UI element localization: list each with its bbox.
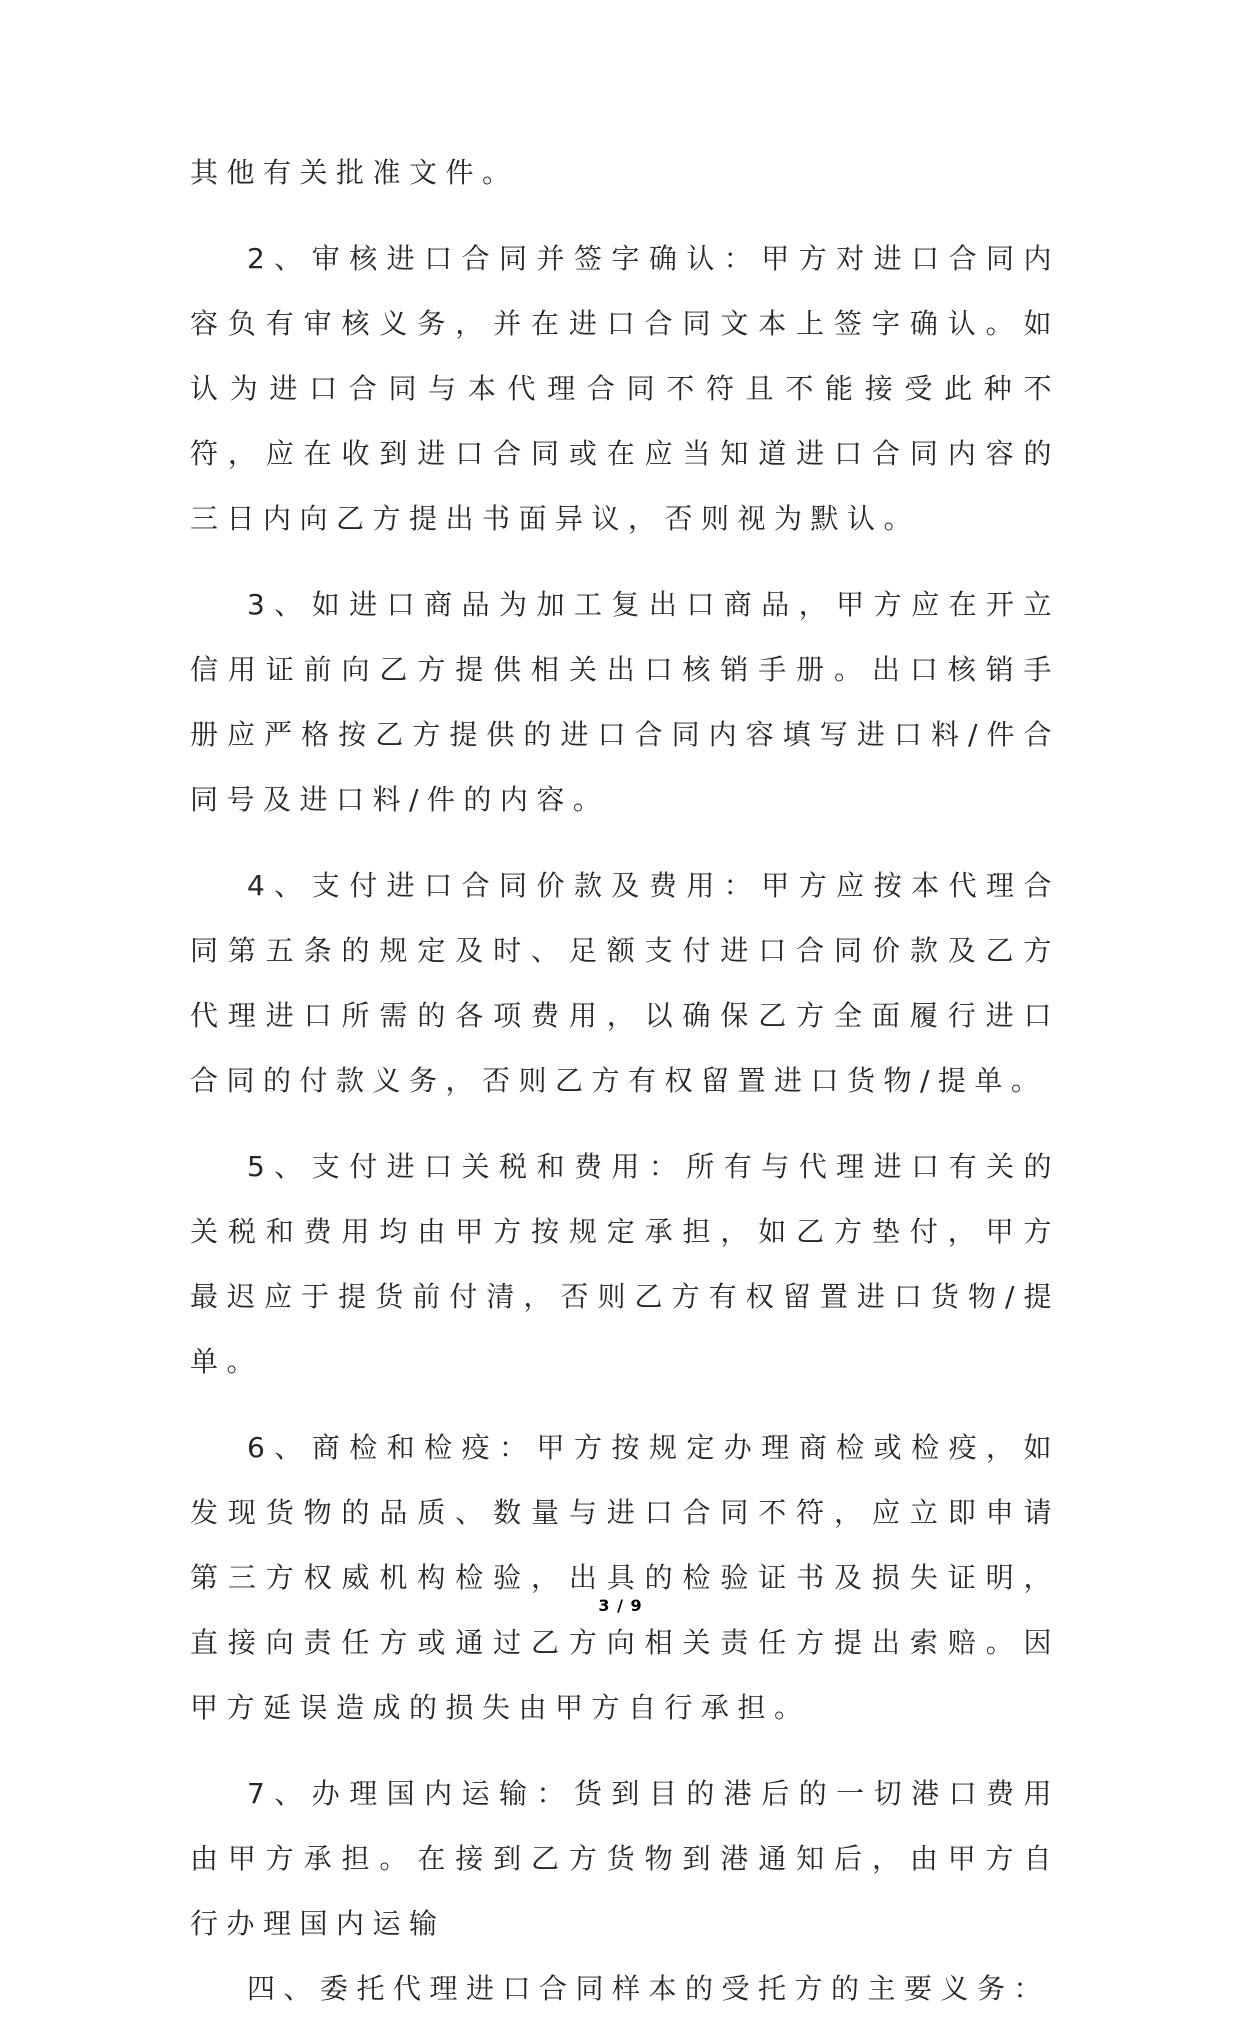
- section-heading-agent-obligations: 四、委托代理进口合同样本的受托方的主要义务：: [247, 1972, 1051, 2005]
- page-number: 3 / 9: [598, 1596, 643, 1615]
- paragraph-clause-7-transport: 7、办理国内运输：货到目的港后的一切港口费用由甲方承担。在接到乙方货物到港通知后，由甲方自行办理国内运输: [190, 1777, 1060, 1940]
- document-body: [190, 140, 1060, 2042]
- paragraph-approval-docs: 其他有关批准文件。: [190, 156, 519, 189]
- paragraph-clause-6-inspection: 6、商检和检疫：甲方按规定办理商检或检疫，如发现货物的品质、数量与进口合同不符，应立即申请第三方权威机构检验，出具的检验证书及损失证明，直接向责任方或通过乙方向相关责任方提出索赔。因甲方延误造成的损失由甲方自行承担。: [190, 1431, 1060, 1724]
- paragraph-clause-3-processing-export: 3、如进口商品为加工复出口商品，甲方应在开立信用证前向乙方提供相关出口核销手册。出口核销手册应严格按乙方提供的进口合同内容填写进口料/件合同号及进口料/件的内容。: [190, 588, 1060, 816]
- paragraph-clause-2-contract-review: 2、审核进口合同并签字确认：甲方对进口合同内容负有审核义务，并在进口合同文本上签字确认。如认为进口合同与本代理合同不符且不能接受此种不符，应在收到进口合同或在应当知道进口合同内容的三日内向乙方提出书面异议，否则视为默认。: [190, 242, 1060, 535]
- paragraph-clause-4-payment: 4、支付进口合同价款及费用：甲方应按本代理合同第五条的规定及时、足额支付进口合同价款及乙方代理进口所需的各项费用，以确保乙方全面履行进口合同的付款义务，否则乙方有权留置进口货物/提单。: [190, 869, 1060, 1097]
- paragraph-clause-5-duties: 5、支付进口关税和费用：所有与代理进口有关的关税和费用均由甲方按规定承担，如乙方垫付，甲方最迟应于提货前付清，否则乙方有权留置进口货物/提单。: [190, 1150, 1060, 1378]
